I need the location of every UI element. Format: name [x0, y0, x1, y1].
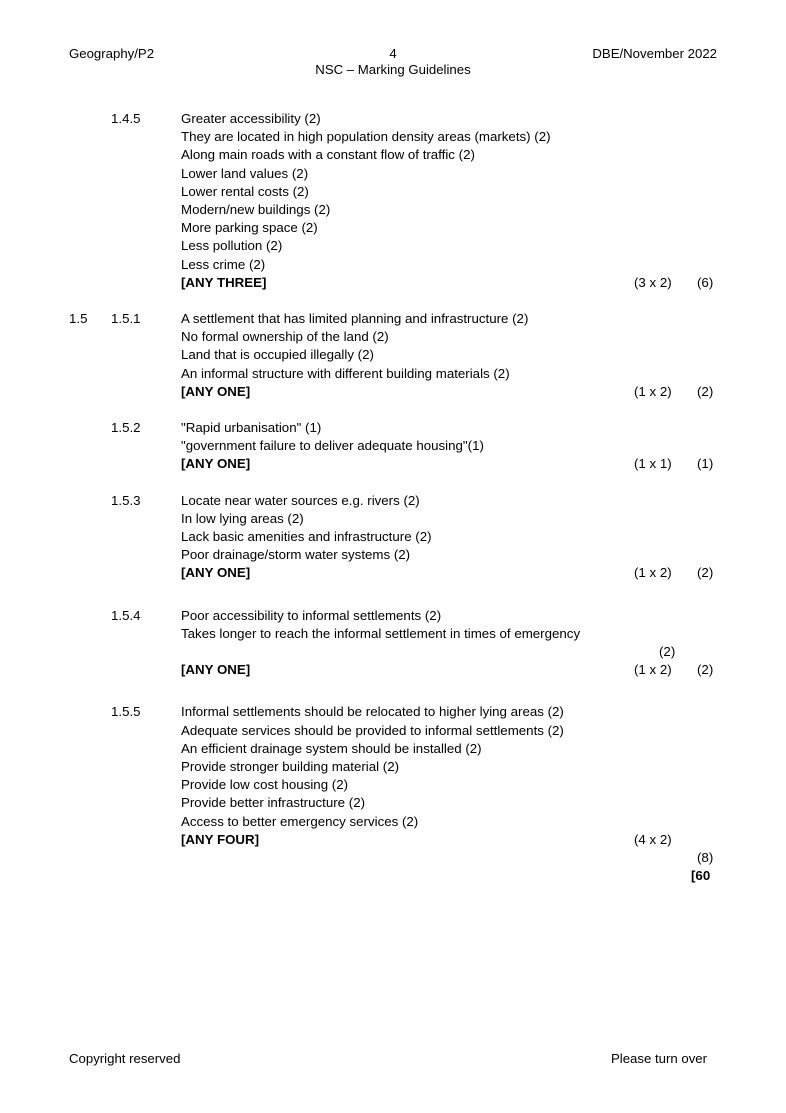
mark-total: (1) — [697, 456, 714, 472]
answer-line: Poor drainage/storm water systems (2) — [181, 547, 411, 563]
any-label: [ANY ONE] — [181, 662, 251, 678]
answer-row — [0, 546, 786, 564]
page-number: 4 — [389, 46, 397, 61]
answer-line: An efficient drainage system should be installed (2) — [181, 740, 482, 756]
answer-line: Greater accessibility (2) — [181, 111, 321, 126]
answer-row-any-label — [0, 274, 786, 292]
answer-row — [0, 607, 786, 625]
header-exam-session: DBE/November 2022 — [592, 46, 717, 61]
answer-line: Along main roads with a constant flow of traffic (2) — [181, 147, 475, 163]
question-block-1-5-4 — [0, 607, 786, 680]
mark-subtotal: (8) — [697, 850, 714, 866]
answer-line: "Rapid urbanisation" (1) — [181, 420, 322, 436]
answer-row — [0, 165, 786, 183]
answer-line: In low lying areas (2) — [181, 510, 304, 526]
question-block-1-5-5 — [0, 703, 786, 885]
answer-row — [0, 510, 786, 528]
header-document-title: NSC – Marking Guidelines — [315, 61, 471, 77]
answer-row — [0, 237, 786, 255]
footer-copyright: Copyright reserved — [69, 1051, 181, 1066]
answer-row-any-label — [0, 564, 786, 582]
mark-calculation: (1 x 2) — [634, 383, 672, 399]
answer-row — [0, 256, 786, 274]
mark-calculation: (1 x 2) — [634, 565, 672, 581]
mark-calculation: (3 x 2) — [634, 274, 672, 290]
answer-row — [0, 128, 786, 146]
answer-row — [0, 437, 786, 455]
page-footer — [0, 1051, 786, 1069]
question-sub-number: 1.5.5 — [111, 704, 141, 720]
answer-row — [0, 703, 786, 721]
answer-line: Adequate services should be provided to informal settlements (2) — [181, 722, 564, 738]
question-block-1-5-1 — [0, 310, 786, 401]
answer-row — [0, 528, 786, 546]
answer-row-subtotal — [0, 849, 786, 867]
answer-row — [0, 201, 786, 219]
answer-row — [0, 146, 786, 164]
answer-line: More parking space (2) — [181, 220, 318, 236]
answer-line: Land that is occupied illegally (2) — [181, 347, 374, 363]
answer-line: Poor accessibility to informal settlements (2) — [181, 607, 442, 623]
answer-row-any-label — [0, 831, 786, 849]
answer-line: Provide stronger building material (2) — [181, 759, 400, 775]
footer-turn-over: Please turn over — [611, 1051, 708, 1066]
answer-line: No formal ownership of the land (2) — [181, 329, 389, 345]
answer-line: Locate near water sources e.g. rivers (2) — [181, 492, 420, 508]
mark-total: (6) — [697, 274, 714, 290]
mark-grand-total: [60 — [691, 868, 711, 884]
mark-total: (2) — [697, 383, 714, 399]
answer-line: Provide low cost housing (2) — [181, 777, 349, 793]
question-block-1-5-2 — [0, 419, 786, 474]
wrapped-mark: (2) — [659, 644, 676, 660]
header-subject: Geography/P2 — [69, 46, 155, 61]
answer-row — [0, 310, 786, 328]
answer-row — [0, 492, 786, 510]
any-label: [ANY ONE] — [181, 456, 251, 472]
answer-row-any-label — [0, 661, 786, 679]
answer-line: Access to better emergency services (2) — [181, 813, 419, 829]
answer-row — [0, 776, 786, 794]
answer-row — [0, 722, 786, 740]
answer-line: A settlement that has limited planning and infrastructure (2) — [181, 311, 529, 327]
question-block-1-5-3 — [0, 492, 786, 583]
answer-row — [0, 328, 786, 346]
answer-row — [0, 419, 786, 437]
answer-line: Takes longer to reach the informal settlement in times of emergency — [181, 625, 581, 641]
answer-row — [0, 346, 786, 364]
question-block-1-4-5 — [0, 110, 786, 292]
any-label: [ANY THREE] — [181, 274, 267, 290]
any-label: [ANY ONE] — [181, 383, 251, 399]
question-sub-number: 1.5.3 — [111, 492, 141, 508]
answers-body — [0, 110, 786, 885]
answer-row-any-label — [0, 383, 786, 401]
answer-line: Less crime (2) — [181, 256, 266, 272]
answer-row — [0, 219, 786, 237]
question-sub-number: 1.5.4 — [111, 607, 141, 623]
answer-line: Modern/new buildings (2) — [181, 202, 331, 218]
answer-row — [0, 794, 786, 812]
answer-row-wrapped-mark — [0, 643, 786, 661]
answer-line: An informal structure with different building materials (2) — [181, 365, 510, 381]
answer-line: Less pollution (2) — [181, 238, 283, 254]
answer-line: Provide better infrastructure (2) — [181, 795, 366, 811]
answer-line: "government failure to deliver adequate housing"(1) — [181, 438, 484, 454]
answer-row-any-label — [0, 455, 786, 473]
answer-row — [0, 365, 786, 383]
answer-row — [0, 813, 786, 831]
any-label: [ANY ONE] — [181, 565, 251, 581]
answer-row — [0, 110, 786, 128]
question-sub-number: 1.5.2 — [111, 420, 141, 436]
any-label: [ANY FOUR] — [181, 831, 260, 847]
answer-row-grand-total — [0, 867, 786, 885]
answer-line: Informal settlements should be relocated to higher lying areas (2) — [181, 704, 564, 720]
mark-total: (2) — [697, 662, 714, 678]
answer-row — [0, 625, 786, 643]
answer-line: Lack basic amenities and infrastructure (2) — [181, 529, 432, 545]
answer-row — [0, 758, 786, 776]
question-sub-number: 1.4.5 — [111, 111, 141, 126]
mark-calculation: (1 x 2) — [634, 662, 672, 678]
answer-row — [0, 740, 786, 758]
page-header — [0, 46, 786, 86]
answer-line: Lower rental costs (2) — [181, 183, 309, 199]
mark-calculation: (4 x 2) — [634, 831, 672, 847]
mark-calculation: (1 x 1) — [634, 456, 672, 472]
mark-total: (2) — [697, 565, 714, 581]
answer-line: They are located in high population density areas (markets) (2) — [181, 129, 551, 145]
question-main-number: 1.5 — [69, 311, 88, 327]
answer-line: Lower land values (2) — [181, 165, 309, 181]
answer-row — [0, 183, 786, 201]
question-sub-number: 1.5.1 — [111, 311, 141, 327]
